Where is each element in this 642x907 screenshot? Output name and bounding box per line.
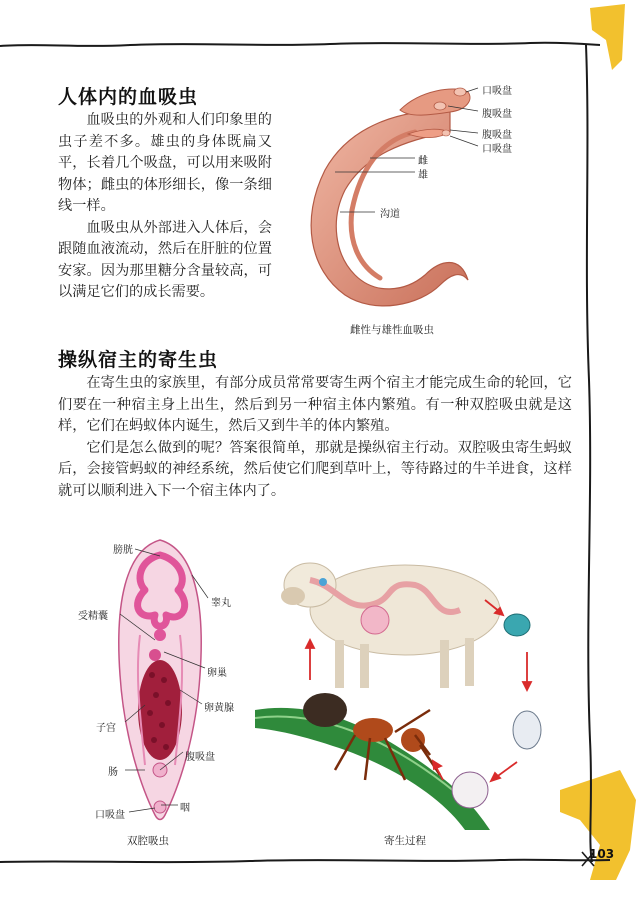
- section2-paragraph-2: 它们是怎么做到的呢？答案很简单，那就是操纵宿主行动。双腔吸虫寄生蚂蚁后，会接管蚂蚁的神经系统，然后使它们爬到草叶上，等待路过的牛羊进食，这样就可以顺利进入下一个宿主体内了。: [58, 439, 572, 499]
- label-oral-sucker: 口吸盘: [95, 810, 125, 821]
- egg-cyst-1-icon: [504, 614, 530, 636]
- label-ventral-sucker-1: 腹吸盘: [482, 109, 512, 120]
- caption-blood-fluke: 雌性与雄性血吸虫: [350, 324, 434, 336]
- label-uterus: 子宫: [96, 723, 116, 734]
- label-intestine: 肠: [108, 767, 118, 778]
- page-number: 103: [589, 847, 615, 861]
- label-testis: 睾丸: [211, 598, 231, 609]
- section1-paragraph-2: 血吸虫从外部进入人体后，会跟随血液流动，然后在肝脏的位置安家。因为那里糖分含量较高，可以满足它们的成长需要。: [58, 219, 272, 300]
- label-oral-sucker-2: 口吸盘: [482, 144, 512, 155]
- label-bladder: 膀胱: [113, 545, 133, 556]
- label-groove: 沟道: [380, 209, 400, 220]
- sheep-icon: [281, 563, 500, 688]
- label-seminal-receptacle: 受精囊: [78, 611, 108, 622]
- label-ovary: 卵巢: [207, 668, 227, 679]
- life-cycle-illustration: [255, 540, 565, 830]
- label-vitelline-gland: 卵黄腺: [204, 703, 234, 714]
- label-pharynx: 咽: [180, 803, 190, 814]
- label-oral-sucker-1: 口吸盘: [482, 86, 512, 97]
- label-ventral-sucker: 腹吸盘: [185, 752, 215, 763]
- label-ventral-sucker-2: 腹吸盘: [482, 130, 512, 141]
- caption-parasite-process: 寄生过程: [384, 835, 426, 847]
- label-male: 雄: [418, 170, 428, 181]
- egg-cyst-2-icon: [513, 711, 541, 749]
- caption-lancet-fluke: 双腔吸虫: [127, 835, 169, 847]
- snail-stage-icon: [452, 772, 488, 808]
- section2-paragraph-1: 在寄生虫的家族里，有部分成员常常要寄生两个宿主才能完成生命的轮回，它们要在一种宿主身上出生，然后到另一种宿主体内繁殖。有一种双腔吸虫就是这样，它们在蚂蚁体内诞生，然后又到牛羊的体内繁殖。: [58, 375, 572, 434]
- label-female: 雌: [418, 156, 428, 167]
- section1-paragraph-1: 血吸虫的外观和人们印象里的虫子差不多。雄虫的身体既扁又平，长着几个吸盘，可以用来吸附物体；雌虫的体形细长，像一条细线一样。: [58, 112, 272, 214]
- section1-heading: 人体内的血吸虫: [58, 86, 199, 108]
- section2-heading: 操纵宿主的寄生虫: [58, 349, 219, 371]
